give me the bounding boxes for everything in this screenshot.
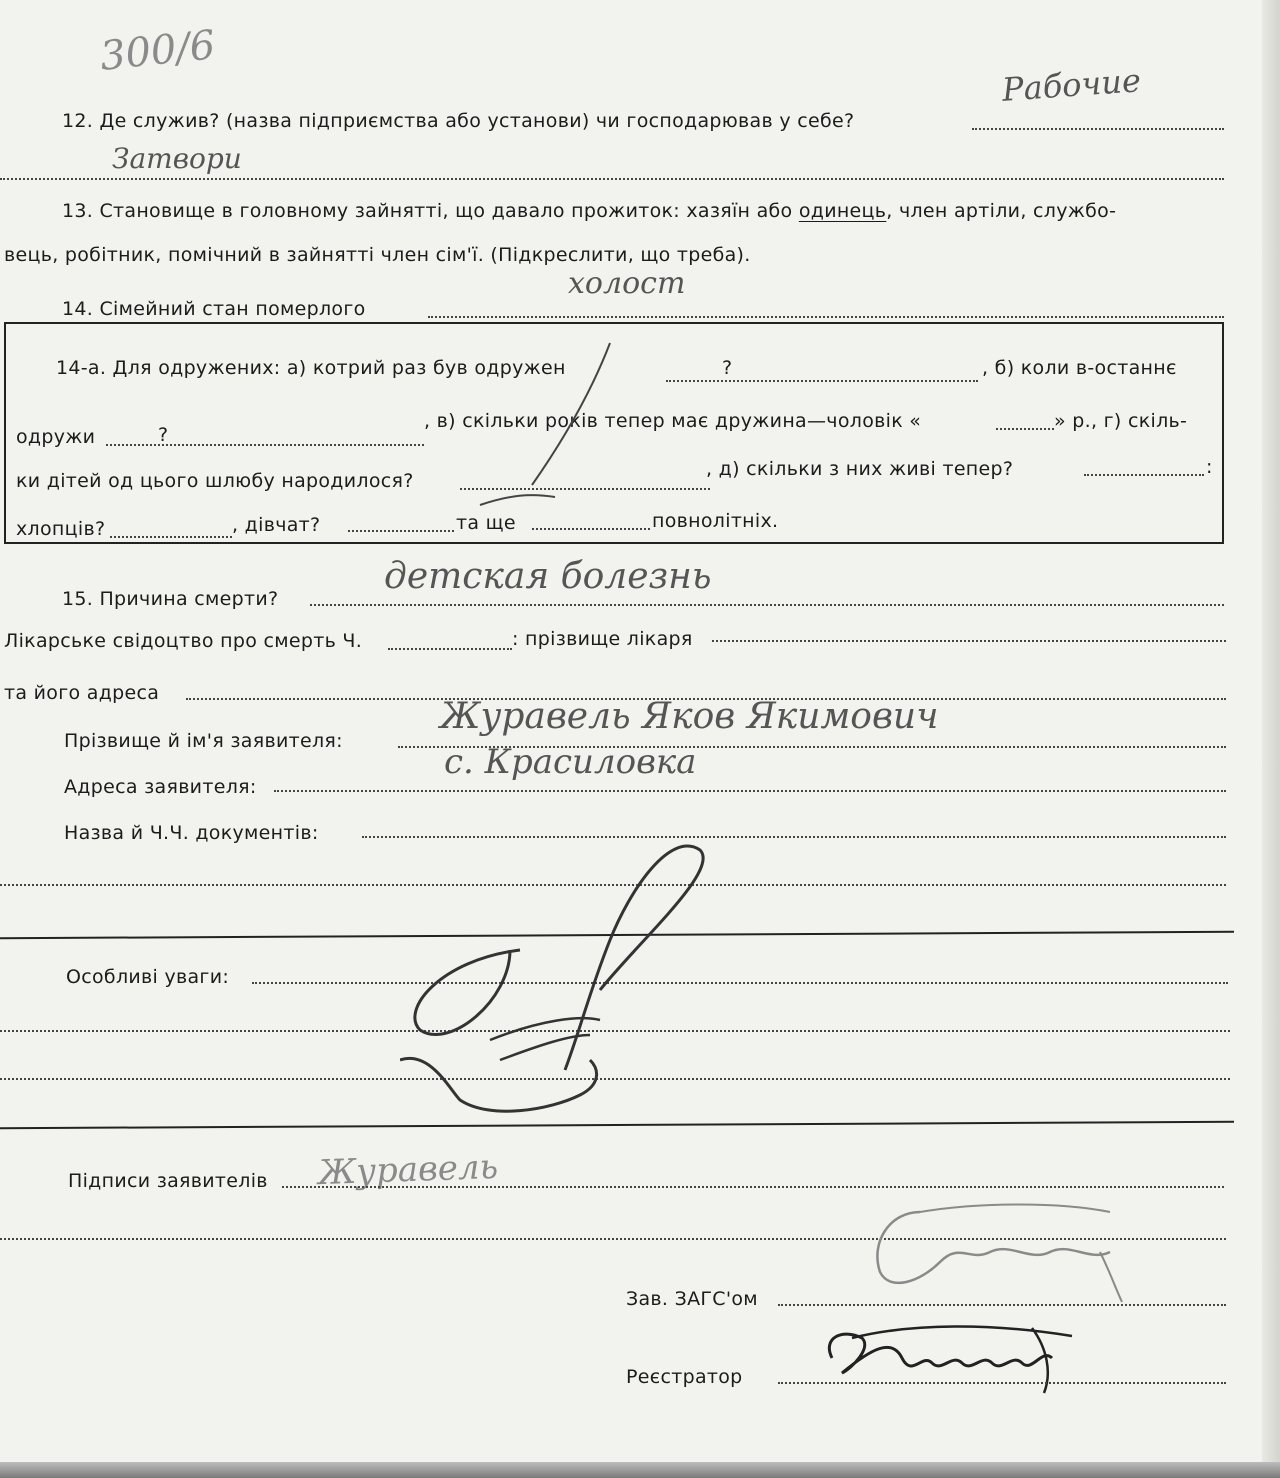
- applicant-name-label: Прізвище й ім'я заявителя:: [64, 730, 343, 752]
- doctor-address-label: та його адреса: [4, 682, 160, 704]
- applicants-signature: Журавель: [317, 1146, 499, 1194]
- q13-line-1: [62, 200, 1116, 222]
- q14a-fill-4b: [348, 530, 454, 532]
- q14a-crossout-stroke: [440, 335, 640, 535]
- q13-line-2: вець, робітник, помічний в зайнятті член сім'ї. (Підкреслити, що треба).: [4, 244, 751, 266]
- q14a-fill-3b: [1084, 474, 1204, 476]
- q14a-line-4-adults: повнолітніх.: [652, 510, 779, 532]
- q15-fill-line: [310, 604, 1224, 606]
- applicants-signatures-label: Підписи заявителів: [68, 1170, 268, 1192]
- q14a-fill-4a: [110, 536, 232, 538]
- q14-answer: холост: [568, 266, 686, 301]
- q14a-line-3-start: ки дітей од цього шлюбу народилося?: [16, 470, 414, 492]
- q14-label: 14. Сімейний стан померлого: [62, 298, 366, 320]
- q14a-line-1-start: 14-а. Для одружених: а) котрий раз був одружен: [56, 357, 566, 379]
- doctor-name-label: : прізвище лікаря: [512, 628, 693, 650]
- q13-underlined-choice: одинець: [798, 200, 887, 222]
- q14a-fill-1: [666, 380, 978, 382]
- q14a-q-2: ?: [158, 424, 169, 446]
- documents-label: Назва й Ч.Ч. документів:: [64, 822, 319, 844]
- applicant-address-value: с. Красиловка: [444, 742, 697, 782]
- applicant-address-label: Адреса заявителя:: [64, 776, 257, 798]
- page-right-edge: [1262, 0, 1280, 1478]
- q12-answer-1: Рабочие: [1000, 61, 1143, 109]
- head-signature-fill: [778, 1304, 1226, 1306]
- q14a-line-2-end: » р., г) скіль-: [1054, 410, 1188, 432]
- head-signature-mark: [860, 1192, 1140, 1312]
- q12-answer-2: Затвори: [112, 142, 242, 175]
- q14a-line-3-mid: , д) скільки з них живі тепер?: [706, 458, 1014, 480]
- q12-fill-line-2: [0, 178, 1224, 180]
- q13-line-1-end: , член артіли, службо-: [886, 200, 1117, 222]
- corner-note: 300/6: [97, 22, 218, 80]
- q14a-fill-2b: [996, 428, 1054, 430]
- q14-fill-line: [428, 316, 1224, 318]
- q14a-line-4-also: та ще: [456, 512, 516, 534]
- medical-certificate-label: Лікарське свідоцтво про смерть Ч.: [4, 630, 363, 652]
- head-registry-label: Зав. ЗАГС'ом: [626, 1288, 758, 1310]
- remarks-crossout-flourish: [400, 830, 740, 1130]
- q14a-line-2-mid: , в) скільки років тепер має дружина—чоловік «: [424, 410, 922, 432]
- applicants-signature-fill: [282, 1186, 1224, 1188]
- q14a-fill-2: [106, 444, 424, 446]
- q14a-line-3-end: :: [1206, 456, 1213, 478]
- q15-label: 15. Причина смерти?: [62, 588, 279, 610]
- registrar-signature-mark: [812, 1318, 1092, 1398]
- applicant-name-value: Журавель Яков Якимович: [440, 696, 939, 737]
- q14a-line-4-boys: хлопців?: [16, 518, 106, 540]
- q12-label: 12. Де служив? (назва підприємства або установи) чи господарював у себе?: [62, 110, 855, 132]
- doctor-name-fill: [712, 640, 1226, 642]
- q14a-line-2-start: одружи: [16, 426, 96, 448]
- q14a-line-1-end: , б) коли в-останнє: [982, 357, 1177, 379]
- page-bottom-edge: [0, 1462, 1280, 1478]
- q15-answer: детская болезнь: [384, 556, 712, 597]
- applicant-address-fill: [274, 790, 1226, 792]
- registrar-signature-fill: [778, 1382, 1226, 1384]
- medical-cert-fill: [388, 648, 512, 650]
- remarks-label: Особливі уваги:: [66, 966, 230, 988]
- q12-fill-line: [972, 128, 1224, 130]
- q14a-q-1: ?: [722, 357, 733, 379]
- remarks-fill: [252, 982, 1228, 984]
- q13-line-1-start: 13. Становище в головному зайнятті, що давало прожиток: хазяїн або: [62, 200, 799, 222]
- registrar-label: Реєстратор: [626, 1366, 743, 1388]
- q14a-line-4-girls: , дівчат?: [232, 514, 321, 536]
